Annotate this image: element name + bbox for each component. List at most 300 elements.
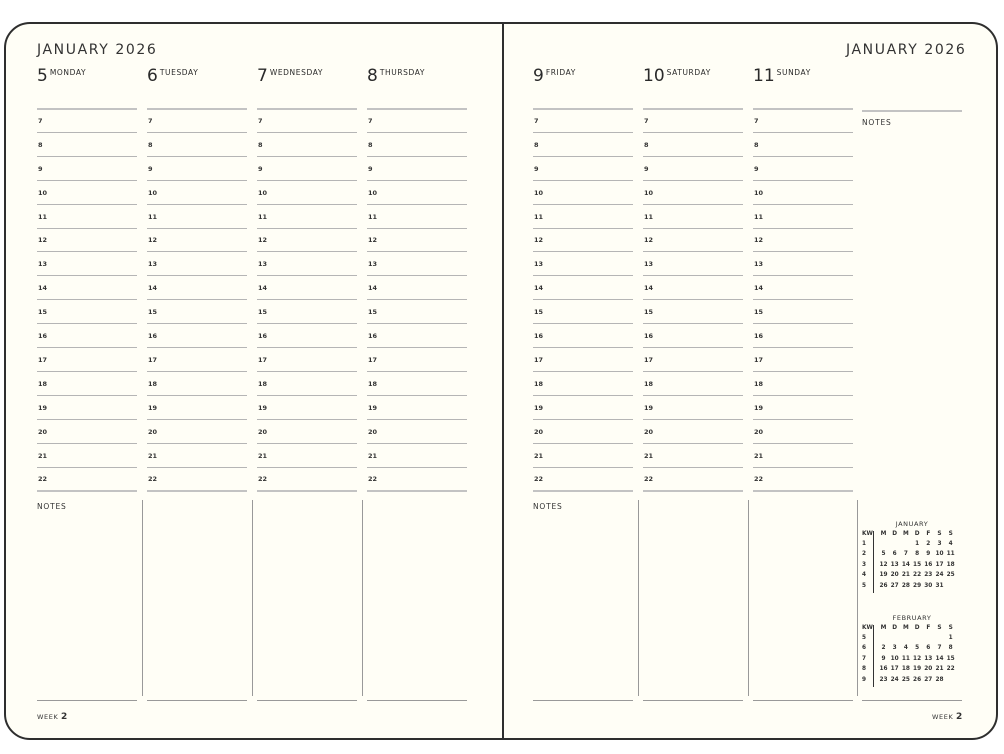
day-number: 9 xyxy=(533,66,544,86)
hour-label: 16 xyxy=(148,332,158,340)
hour-line xyxy=(643,228,743,229)
hour-line xyxy=(753,299,853,300)
hour-line xyxy=(367,467,467,468)
mini-calendar xyxy=(862,520,962,600)
calendar-day: 6 xyxy=(926,645,931,652)
hour-line xyxy=(257,490,357,492)
hour-line xyxy=(257,347,357,348)
hour-label: 15 xyxy=(258,308,268,317)
calendar-day: 2 xyxy=(926,541,931,547)
week-text: WEEK xyxy=(932,713,954,721)
side-notes-label: NOTES xyxy=(862,118,892,127)
hour-line xyxy=(533,467,633,468)
hour-label: 19 xyxy=(368,403,378,412)
hour-line xyxy=(533,299,633,300)
calendar-day: 21 xyxy=(935,666,944,673)
week-number: 2 xyxy=(955,712,963,722)
hour-label: 20 xyxy=(644,427,654,436)
hour-line xyxy=(257,419,357,420)
hour-line xyxy=(37,251,137,252)
hour-label: 11 xyxy=(38,212,48,221)
day-name: THURSDAY xyxy=(379,68,426,77)
hour-label: 13 xyxy=(368,260,378,269)
hour-line xyxy=(643,467,743,468)
week-number: 2 xyxy=(60,712,68,722)
hour-line xyxy=(533,228,633,229)
calendar-day: 28 xyxy=(935,676,944,683)
day-header xyxy=(367,66,425,86)
hour-line xyxy=(753,490,853,492)
hour-label: 13 xyxy=(148,260,158,269)
hour-label: 7 xyxy=(38,116,43,125)
hour-line xyxy=(533,371,633,372)
hour-label: 14 xyxy=(368,284,378,293)
hour-label: 12 xyxy=(38,236,48,245)
day-header xyxy=(533,66,576,86)
calendar-day: 1 xyxy=(915,541,920,547)
hour-label: 22 xyxy=(368,475,378,484)
hour-line xyxy=(147,251,247,252)
hour-line xyxy=(367,132,467,133)
hour-line xyxy=(367,156,467,157)
hour-line xyxy=(643,443,743,444)
day-column xyxy=(37,66,137,506)
hour-label: 9 xyxy=(644,164,649,173)
hour-line xyxy=(753,443,853,444)
hour-label: 18 xyxy=(754,379,764,388)
hour-line xyxy=(37,419,137,420)
hour-label: 16 xyxy=(754,332,764,340)
weekday-header: D xyxy=(892,625,898,631)
hour-label: 15 xyxy=(644,308,654,317)
calendar-day: 15 xyxy=(946,655,955,662)
hour-line xyxy=(37,467,137,468)
calendar-day: 29 xyxy=(913,582,922,589)
day-header-line xyxy=(367,108,467,110)
hour-line xyxy=(643,275,743,276)
hour-label: 9 xyxy=(534,164,539,173)
hour-line xyxy=(147,323,247,324)
hour-label: 16 xyxy=(644,332,654,340)
hour-label: 8 xyxy=(258,140,263,149)
hour-line xyxy=(37,443,137,444)
hour-label: 16 xyxy=(258,332,268,340)
hour-label: 12 xyxy=(368,236,378,245)
calendar-day: 27 xyxy=(890,582,899,589)
hour-line xyxy=(643,371,743,372)
hour-line xyxy=(147,419,247,420)
hour-line xyxy=(533,490,633,492)
hour-label: 16 xyxy=(38,332,48,340)
hour-line xyxy=(643,156,743,157)
hour-label: 20 xyxy=(368,427,378,436)
hour-label: 17 xyxy=(258,355,268,364)
hour-label: 10 xyxy=(38,188,48,197)
week-number-cell: 2 xyxy=(862,551,867,558)
hour-line xyxy=(147,275,247,276)
weekday-header: S xyxy=(937,531,942,537)
calendar-day: 14 xyxy=(935,655,944,662)
calendar-day: 28 xyxy=(901,582,910,589)
calendar-day: 19 xyxy=(879,572,888,579)
hour-line xyxy=(753,156,853,157)
mini-calendar xyxy=(862,614,962,694)
calendar-day: 23 xyxy=(924,572,933,579)
week-number-cell: 5 xyxy=(862,635,867,641)
hour-line xyxy=(753,419,853,420)
hour-line xyxy=(643,419,743,420)
hour-label: 18 xyxy=(644,379,654,388)
hour-label: 21 xyxy=(38,451,48,460)
calendar-day: 19 xyxy=(913,666,922,673)
calendar-day: 7 xyxy=(937,645,942,652)
hour-line xyxy=(147,347,247,348)
calendar-day: 17 xyxy=(935,561,944,568)
hour-line xyxy=(753,132,853,133)
left-page xyxy=(6,24,502,738)
hour-label: 21 xyxy=(754,451,764,460)
hour-line xyxy=(257,371,357,372)
calendar-day: 17 xyxy=(890,666,899,673)
weekday-header: M xyxy=(880,625,887,631)
day-column xyxy=(533,66,633,506)
hour-label: 15 xyxy=(368,308,378,317)
mini-calendar-title: JANUARY xyxy=(895,520,929,528)
hour-label: 14 xyxy=(38,284,48,293)
day-header-line xyxy=(753,108,853,110)
hour-label: 14 xyxy=(258,284,268,293)
calendar-day: 9 xyxy=(926,551,931,558)
hour-label: 9 xyxy=(754,164,759,173)
hour-line xyxy=(367,180,467,181)
notes-column-divider xyxy=(857,500,858,696)
hour-label: 10 xyxy=(754,188,764,197)
week-number-cell: 9 xyxy=(862,676,867,683)
hour-label: 11 xyxy=(368,212,378,221)
hour-line xyxy=(533,395,633,396)
weekday-header: D xyxy=(892,531,898,537)
hour-line xyxy=(147,490,247,492)
hour-line xyxy=(37,204,137,205)
calendar-day: 8 xyxy=(948,645,953,652)
hour-line xyxy=(37,156,137,157)
hour-label: 10 xyxy=(534,188,544,197)
hour-line xyxy=(147,228,247,229)
hour-line xyxy=(533,323,633,324)
hour-line xyxy=(753,347,853,348)
hour-label: 22 xyxy=(754,475,764,484)
hour-line xyxy=(37,347,137,348)
hour-label: 11 xyxy=(258,212,268,221)
right-page xyxy=(504,24,998,738)
day-number: 8 xyxy=(367,66,378,86)
hour-label: 21 xyxy=(534,451,544,460)
hour-line xyxy=(533,275,633,276)
hour-line xyxy=(367,347,467,348)
month-title: JANUARY 2026 xyxy=(37,42,158,58)
hour-line xyxy=(147,180,247,181)
calendar-day: 5 xyxy=(881,551,886,558)
notes-bottom-line xyxy=(147,700,247,701)
day-header xyxy=(643,66,711,86)
hour-label: 8 xyxy=(644,140,649,149)
calendar-day: 20 xyxy=(924,666,933,673)
calendar-day: 22 xyxy=(946,666,955,673)
weekday-header: F xyxy=(926,531,931,537)
hour-label: 7 xyxy=(148,116,153,125)
day-column xyxy=(753,66,853,506)
calendar-day: 22 xyxy=(913,572,922,579)
hour-label: 17 xyxy=(368,355,378,364)
hour-label: 19 xyxy=(644,403,654,412)
hour-line xyxy=(753,395,853,396)
hour-line xyxy=(643,490,743,492)
calendar-day: 26 xyxy=(879,582,888,589)
hour-label: 17 xyxy=(534,355,544,364)
week-number-cell: 6 xyxy=(862,645,867,652)
notes-column-divider xyxy=(142,500,143,696)
hour-line xyxy=(257,443,357,444)
hour-label: 12 xyxy=(148,236,158,245)
week-number-cell: 1 xyxy=(862,541,867,547)
hour-line xyxy=(753,323,853,324)
week-number-cell: 5 xyxy=(862,582,867,589)
weekday-header: S xyxy=(948,531,953,537)
weekday-header: M xyxy=(903,531,909,537)
day-name: TUESDAY xyxy=(159,68,199,77)
day-number: 11 xyxy=(753,66,775,86)
hour-line xyxy=(753,228,853,229)
hour-line xyxy=(147,371,247,372)
hour-label: 10 xyxy=(644,188,654,197)
hour-line xyxy=(643,299,743,300)
hour-label: 20 xyxy=(148,427,158,436)
hour-label: 10 xyxy=(148,188,158,197)
hour-label: 13 xyxy=(534,260,544,269)
hour-label: 12 xyxy=(258,236,268,245)
hour-line xyxy=(37,180,137,181)
hour-line xyxy=(643,180,743,181)
hour-label: 12 xyxy=(534,236,544,245)
calendar-day: 10 xyxy=(935,551,944,558)
hour-line xyxy=(257,299,357,300)
hour-line xyxy=(533,180,633,181)
calendar-day: 9 xyxy=(881,655,886,662)
calendar-day: 3 xyxy=(892,645,897,652)
hour-line xyxy=(37,299,137,300)
calendar-day: 16 xyxy=(879,666,888,673)
calendar-day: 12 xyxy=(879,561,888,568)
hour-label: 11 xyxy=(644,212,654,221)
calendar-day: 8 xyxy=(915,551,920,558)
hour-label: 13 xyxy=(644,260,654,269)
hour-label: 19 xyxy=(38,403,48,412)
hour-label: 9 xyxy=(38,164,43,173)
hour-label: 15 xyxy=(148,308,158,317)
calendar-day: 3 xyxy=(937,541,942,547)
side-notes-top-line xyxy=(862,110,962,112)
week-text: WEEK xyxy=(37,713,59,721)
calendar-day: 14 xyxy=(901,561,910,568)
notes-bottom-line xyxy=(37,700,137,701)
hour-label: 16 xyxy=(368,332,378,340)
hour-line xyxy=(367,251,467,252)
hour-label: 17 xyxy=(148,355,158,364)
hour-label: 19 xyxy=(148,403,158,412)
weekly-planner-spread xyxy=(4,22,998,740)
calendar-day: 25 xyxy=(946,572,955,579)
notes-bottom-line xyxy=(862,700,962,701)
hour-label: 14 xyxy=(148,284,158,293)
day-number: 10 xyxy=(643,66,665,86)
hour-label: 10 xyxy=(258,188,268,197)
hour-line xyxy=(367,395,467,396)
hour-line xyxy=(533,443,633,444)
hour-label: 15 xyxy=(38,308,48,317)
day-name: SATURDAY xyxy=(666,68,711,77)
hour-line xyxy=(147,395,247,396)
calendar-day: 25 xyxy=(901,676,910,683)
week-label xyxy=(37,712,67,722)
calendar-day: 4 xyxy=(903,645,908,652)
calendar-day: 15 xyxy=(913,561,922,568)
day-name: SUNDAY xyxy=(776,68,811,77)
hour-label: 20 xyxy=(258,427,268,436)
calendar-day: 18 xyxy=(901,666,910,673)
hour-line xyxy=(643,347,743,348)
calendar-day: 23 xyxy=(879,676,888,683)
day-header-line xyxy=(533,108,633,110)
hour-label: 22 xyxy=(644,475,654,484)
hour-label: 15 xyxy=(754,308,764,317)
hour-line xyxy=(257,180,357,181)
notes-bottom-line xyxy=(753,700,853,701)
day-number: 6 xyxy=(147,66,158,86)
hour-line xyxy=(367,323,467,324)
day-number: 5 xyxy=(37,66,48,86)
calendar-day: 12 xyxy=(913,655,922,662)
day-column xyxy=(257,66,357,506)
hour-line xyxy=(367,490,467,492)
hour-label: 7 xyxy=(754,116,759,125)
day-header-line xyxy=(147,108,247,110)
hour-label: 10 xyxy=(368,188,378,197)
hour-label: 9 xyxy=(368,164,373,173)
hour-label: 13 xyxy=(38,260,48,269)
hour-label: 21 xyxy=(644,451,654,460)
hour-line xyxy=(753,371,853,372)
hour-line xyxy=(257,228,357,229)
day-header-line xyxy=(643,108,743,110)
hour-line xyxy=(257,275,357,276)
hour-label: 14 xyxy=(644,284,654,293)
hour-label: 18 xyxy=(258,379,268,388)
calendar-day: 20 xyxy=(890,572,899,579)
weekday-header: M xyxy=(903,625,909,631)
calendar-day: 18 xyxy=(946,561,955,568)
weekday-header: S xyxy=(948,625,953,631)
calendar-day: 11 xyxy=(901,655,910,662)
hour-line xyxy=(257,467,357,468)
hour-label: 14 xyxy=(534,284,544,293)
calendar-day: 13 xyxy=(924,655,933,662)
calendar-day: 7 xyxy=(903,551,908,558)
calendar-day: 5 xyxy=(915,645,920,652)
hour-line xyxy=(533,156,633,157)
hour-line xyxy=(753,275,853,276)
hour-line xyxy=(533,419,633,420)
hour-label: 7 xyxy=(534,116,539,125)
hour-label: 22 xyxy=(258,475,268,484)
hour-line xyxy=(367,419,467,420)
weekday-header: D xyxy=(914,531,920,537)
hour-label: 15 xyxy=(534,308,544,317)
hour-label: 18 xyxy=(148,379,158,388)
hour-label: 20 xyxy=(534,427,544,436)
hour-label: 11 xyxy=(754,212,764,221)
hour-line xyxy=(147,467,247,468)
mini-calendar-divider xyxy=(873,625,874,687)
day-column xyxy=(367,66,467,506)
calendar-day: 31 xyxy=(935,582,944,589)
weekday-header: S xyxy=(937,625,942,631)
hour-line xyxy=(37,275,137,276)
calendar-day: 2 xyxy=(881,645,886,652)
hour-label: 8 xyxy=(368,140,373,149)
calendar-day: 16 xyxy=(924,561,933,568)
notes-bottom-line xyxy=(643,700,743,701)
hour-line xyxy=(367,443,467,444)
hour-line xyxy=(533,347,633,348)
hour-label: 7 xyxy=(644,116,649,125)
hour-label: 9 xyxy=(258,164,263,173)
notes-bottom-line xyxy=(367,700,467,701)
hour-label: 22 xyxy=(38,475,48,484)
day-header xyxy=(147,66,198,86)
calendar-day: 4 xyxy=(948,541,953,547)
hour-line xyxy=(533,132,633,133)
week-number-cell: 8 xyxy=(862,666,867,673)
calendar-day: 21 xyxy=(901,572,910,579)
notes-label: NOTES xyxy=(533,502,563,511)
hour-line xyxy=(533,251,633,252)
hour-label: 11 xyxy=(534,212,544,221)
notes-label: NOTES xyxy=(37,502,67,511)
hour-line xyxy=(367,228,467,229)
calendar-day: 24 xyxy=(935,572,944,579)
hour-label: 21 xyxy=(258,451,268,460)
week-label xyxy=(932,712,962,722)
hour-label: 13 xyxy=(754,260,764,269)
notes-bottom-line xyxy=(257,700,357,701)
hour-line xyxy=(37,323,137,324)
day-name: WEDNESDAY xyxy=(269,68,324,77)
hour-line xyxy=(257,251,357,252)
calendar-day: 6 xyxy=(892,551,897,558)
hour-line xyxy=(367,299,467,300)
hour-line xyxy=(367,371,467,372)
notes-column-divider xyxy=(362,500,363,696)
hour-line xyxy=(257,156,357,157)
day-header xyxy=(753,66,811,86)
hour-label: 7 xyxy=(258,116,263,125)
hour-line xyxy=(367,204,467,205)
week-number-cell: 3 xyxy=(862,561,867,568)
hour-label: 13 xyxy=(258,260,268,269)
hour-label: 21 xyxy=(148,451,158,460)
hour-label: 17 xyxy=(38,355,48,364)
hour-line xyxy=(753,251,853,252)
